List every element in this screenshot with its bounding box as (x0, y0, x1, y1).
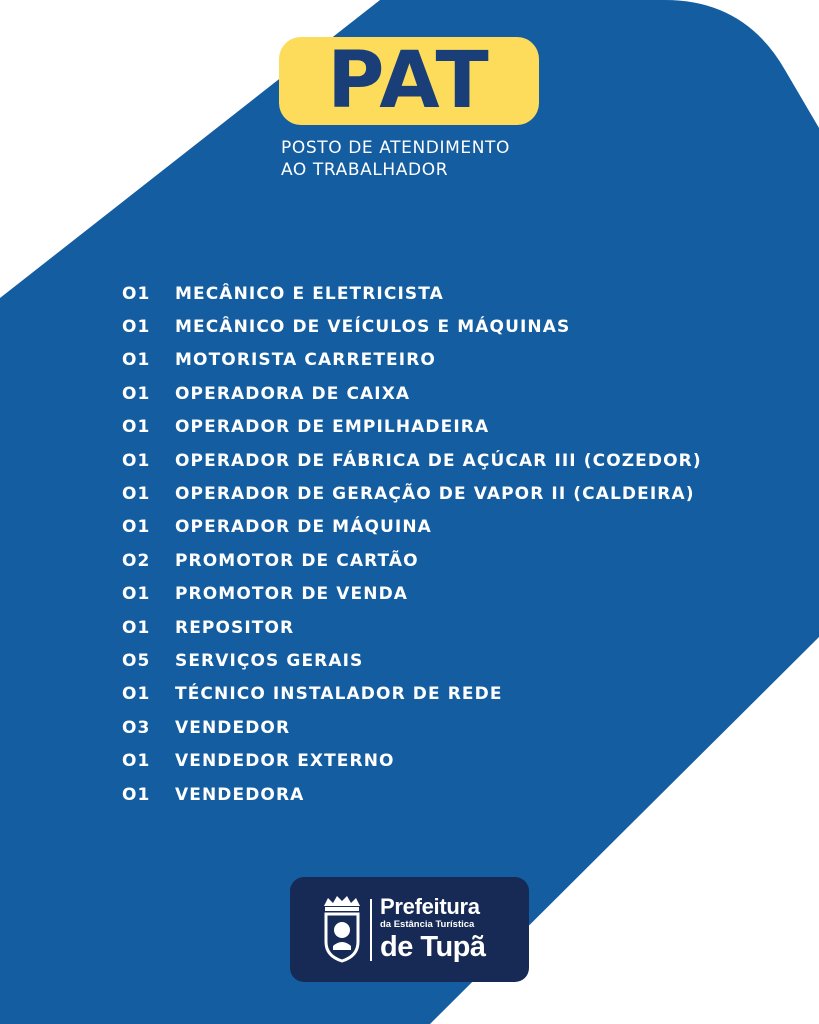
city-crest-icon (320, 894, 364, 964)
job-row (122, 277, 762, 310)
job-title: MECÂNICO E ELETRICISTA (175, 283, 444, 304)
job-row (122, 744, 762, 777)
job-quantity: O1 (122, 450, 151, 471)
job-quantity: O1 (122, 617, 151, 638)
job-row (122, 444, 762, 477)
job-row (122, 678, 762, 711)
job-quantity: O1 (122, 350, 151, 371)
job-quantity: O1 (122, 684, 151, 705)
job-quantity: O5 (122, 650, 151, 671)
job-quantity: O2 (122, 550, 151, 571)
job-row (122, 511, 762, 544)
job-title: VENDEDOR EXTERNO (175, 751, 395, 772)
job-title: OPERADOR DE FÁBRICA DE AÇÚCAR III (COZEDOR) (175, 450, 702, 471)
job-title: MECÂNICO DE VEÍCULOS E MÁQUINAS (175, 317, 571, 338)
job-title: TÉCNICO INSTALADOR DE REDE (175, 684, 503, 705)
job-quantity: O1 (122, 484, 151, 505)
job-quantity: O1 (122, 517, 151, 538)
subtitle-line-2: AO TRABALHADOR (281, 160, 449, 180)
job-row (122, 310, 762, 343)
job-title: SERVIÇOS GERAIS (175, 650, 364, 671)
job-quantity: O1 (122, 417, 151, 438)
job-title: PROMOTOR DE CARTÃO (175, 550, 419, 571)
job-row (122, 611, 762, 644)
job-title: PROMOTOR DE VENDA (175, 584, 409, 605)
pat-badge-text: PAT (327, 36, 491, 126)
subtitle-line-1: POSTO DE ATENDIMENTO (281, 138, 510, 158)
job-row (122, 778, 762, 811)
prefeitura-tupa-logo (290, 877, 529, 982)
job-title: MOTORISTA CARRETEIRO (175, 350, 436, 371)
job-quantity: O1 (122, 383, 151, 404)
job-title: OPERADOR DE MÁQUINA (175, 517, 432, 538)
logo-line-3: de Tupã (380, 931, 486, 963)
job-title: OPERADOR DE GERAÇÃO DE VAPOR II (CALDEIRA) (175, 484, 695, 505)
job-title: OPERADOR DE EMPILHADEIRA (175, 417, 490, 438)
job-quantity: O1 (122, 751, 151, 772)
job-quantity: O1 (122, 584, 151, 605)
job-quantity: O1 (122, 784, 151, 805)
job-title: OPERADORA DE CAIXA (175, 383, 411, 404)
job-row (122, 644, 762, 677)
job-openings-list (122, 277, 762, 811)
job-quantity: O3 (122, 717, 151, 738)
job-row (122, 477, 762, 510)
job-row (122, 411, 762, 444)
job-title: VENDEDOR (175, 717, 291, 738)
job-row (122, 711, 762, 744)
job-quantity: O1 (122, 283, 151, 304)
job-row (122, 377, 762, 410)
pat-badge (279, 37, 539, 125)
logo-divider (370, 899, 372, 961)
job-row (122, 344, 762, 377)
job-row (122, 578, 762, 611)
logo-line-2: da Estância Turística (380, 919, 475, 930)
job-title: VENDEDORA (175, 784, 305, 805)
job-quantity: O1 (122, 317, 151, 338)
job-row (122, 544, 762, 577)
job-title: REPOSITOR (175, 617, 295, 638)
pat-subtitle (281, 137, 510, 181)
logo-text (380, 895, 486, 963)
logo-line-1: Prefeitura (380, 894, 480, 919)
